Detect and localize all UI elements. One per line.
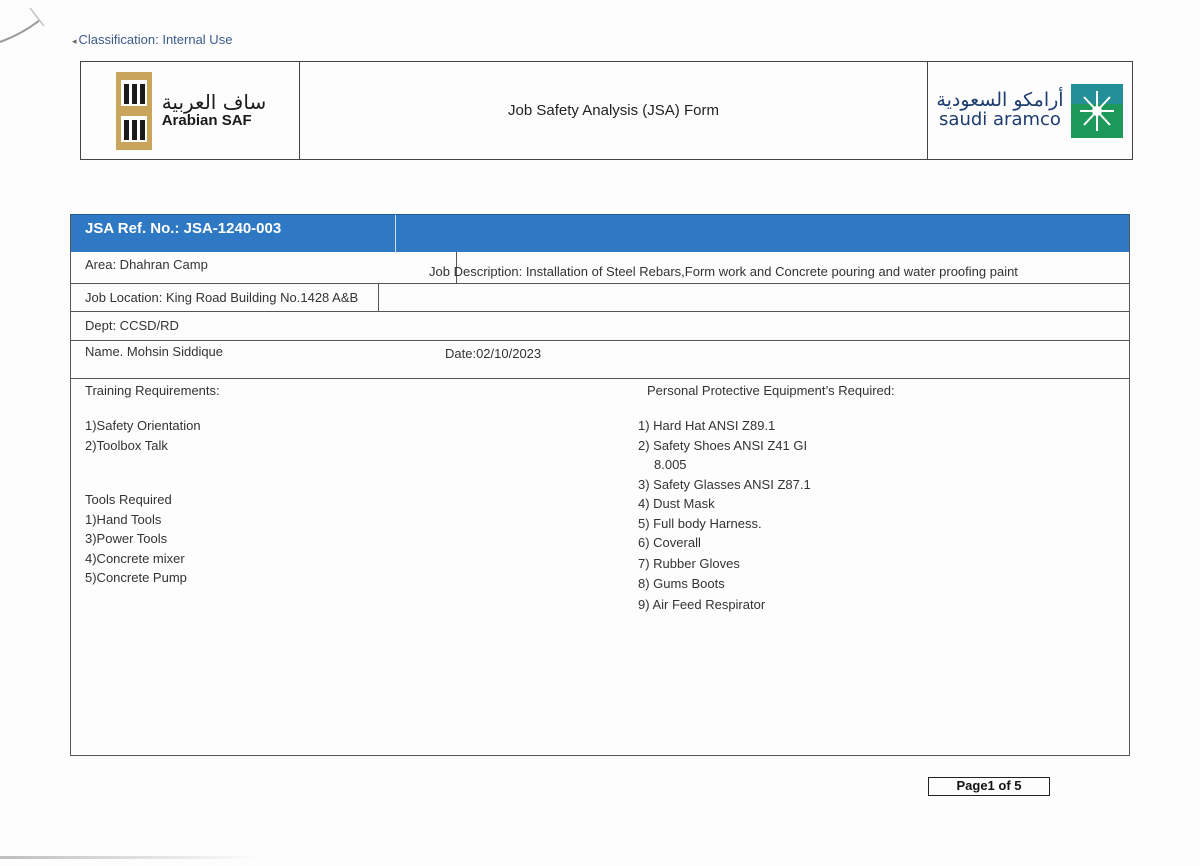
job-location-field: Job Location: King Road Building No.1428 A&B (85, 290, 359, 305)
list-item: 1) Hard Hat ANSI Z89.1 (638, 418, 776, 433)
list-item: 3) Safety Glasses ANSI Z87.1 (638, 476, 811, 492)
dept-field: Dept: CCSD/RD (85, 318, 179, 333)
tools-heading: Tools Required (85, 492, 172, 507)
dept-row (71, 312, 1129, 341)
list-item: 8) Gums Boots (638, 576, 725, 591)
saudi-aramco-logo-cell (928, 62, 1132, 159)
ref-bar-divider (395, 215, 396, 253)
ppe-list (638, 416, 811, 614)
list-item: 2) Safety Shoes ANSI Z41 GI (638, 437, 808, 453)
list-item: 9) Air Feed Respirator (638, 596, 766, 612)
list-item: 3)Power Tools (85, 531, 168, 546)
aramco-arabic-name: أرامكو السعودية (936, 89, 1064, 112)
aramco-english-name: saudi aramco (939, 109, 1061, 131)
header-box (80, 61, 1133, 160)
jsa-form-table (70, 214, 1130, 756)
scan-edge-shadow (0, 856, 260, 859)
area-field: Area: Dhahran Camp (85, 257, 208, 272)
list-item: 5) Full body Harness. (638, 515, 762, 531)
list-item: 1)Safety Orientation (85, 418, 201, 433)
list-item: 8.005 (654, 457, 687, 472)
training-list (85, 416, 201, 455)
saf-arabic-name: ساف العربية (161, 90, 267, 115)
job-description-field: Job Description: Installation of Steel Rebars,Form work and Concrete pouring and water proofing paint (429, 264, 1018, 279)
form-title: Job Safety Analysis (JSA) Form (300, 62, 928, 159)
classification-text: Classification: Internal Use (78, 32, 233, 47)
name-row (71, 341, 1129, 379)
area-row (71, 252, 1129, 284)
jsa-ref-number: JSA Ref. No.: JSA-1240-003 (85, 220, 282, 237)
page-number-box: Page1 of 5 (928, 777, 1050, 796)
location-divider (378, 284, 379, 312)
date-field: Date:02/10/2023 (445, 346, 542, 361)
training-heading: Training Requirements: (85, 383, 220, 398)
arabian-saf-logo-icon (114, 70, 154, 152)
arrow-icon: ◂ (72, 36, 77, 46)
classification-label (72, 32, 232, 47)
job-location-row (71, 284, 1129, 312)
ppe-heading: Personal Protective Equipment’s Required: (647, 383, 895, 398)
list-item: 2)Toolbox Talk (85, 437, 168, 453)
list-item: 5)Concrete Pump (85, 570, 187, 585)
list-item: 4)Concrete mixer (85, 550, 185, 566)
scan-artifact-mark (0, 4, 46, 50)
tools-list (85, 490, 187, 588)
aramco-star-icon (1070, 83, 1124, 139)
saf-english-name: Arabian SAF (161, 112, 252, 130)
list-item: 6) Coverall (638, 535, 701, 550)
name-field: Name. Mohsin Siddique (85, 344, 224, 359)
list-item: 7) Rubber Gloves (638, 555, 740, 571)
jsa-ref-bar (71, 214, 1129, 252)
list-item: 1)Hand Tools (85, 511, 162, 527)
arabian-saf-logo-cell (81, 62, 300, 159)
list-item: 4) Dust Mask (638, 496, 715, 511)
